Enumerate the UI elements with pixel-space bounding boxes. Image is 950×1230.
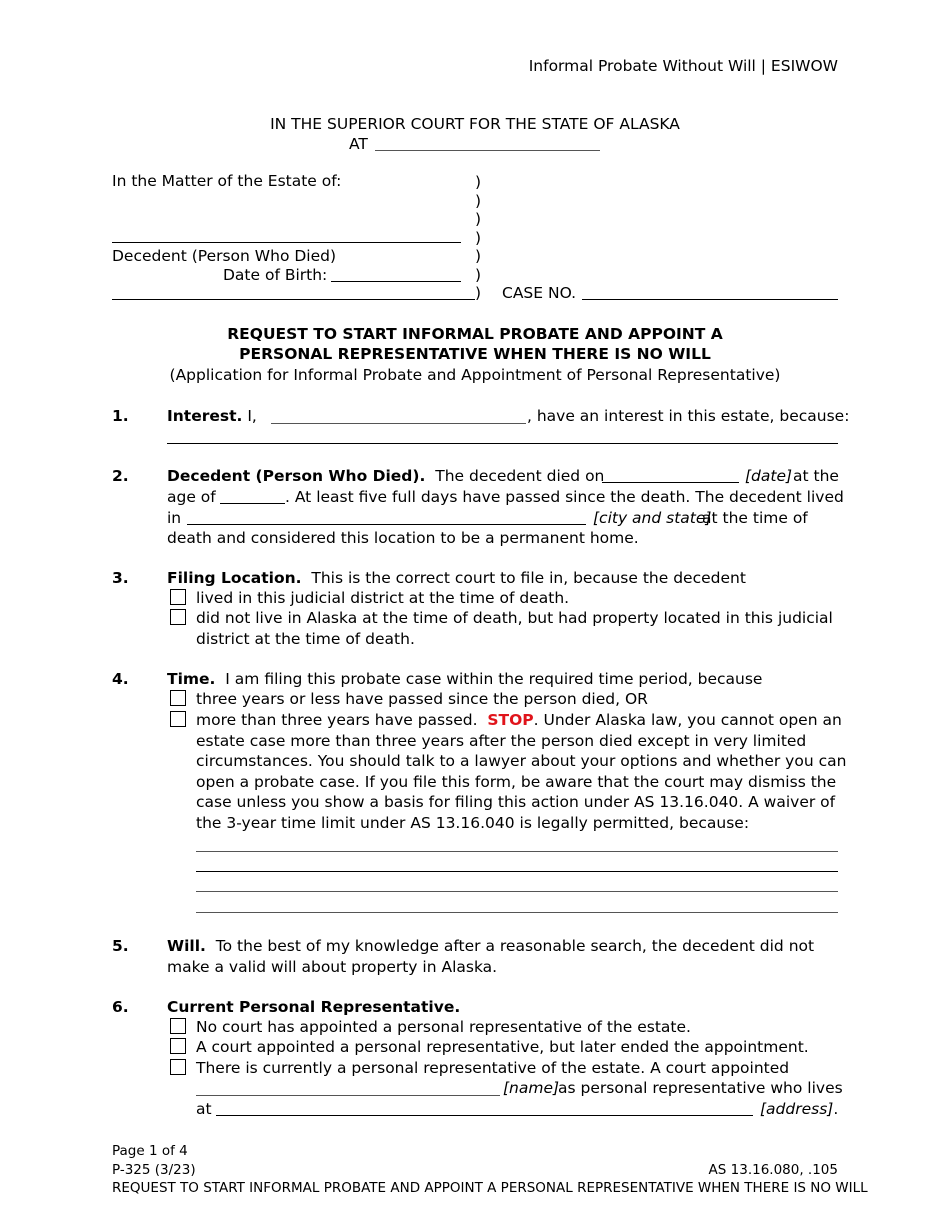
dob-field[interactable] <box>331 281 461 282</box>
section-3-option1: lived in this judicial district at the time of death. <box>196 589 570 607</box>
court-location-label: AT <box>349 135 368 153</box>
section-6-text: at <box>196 1100 212 1118</box>
form-title-line1: REQUEST TO START INFORMAL PROBATE AND APPOINT A <box>227 325 723 343</box>
section-1-heading: Interest. <box>167 407 243 425</box>
stop-warning: STOP <box>487 711 534 729</box>
city-state-hint: [city and state] <box>593 509 712 527</box>
court-title: IN THE SUPERIOR COURT FOR THE STATE OF ALASKA <box>270 115 680 133</box>
under-three-years-checkbox[interactable] <box>170 690 186 706</box>
paren: ) <box>475 173 482 191</box>
section-6-text: as personal representative who lives <box>558 1079 843 1097</box>
form-title-line2: PERSONAL REPRESENTATIVE WHEN THERE IS NO WILL <box>239 345 711 363</box>
paren: ) <box>475 210 482 228</box>
section-2-text: The decedent died on <box>435 467 605 485</box>
section-4-text: circumstances. You should talk to a lawyer about your options and whether you can <box>196 752 847 770</box>
section-1-number: 1. <box>112 407 129 425</box>
interest-reason-field[interactable] <box>167 443 838 444</box>
paren: ) <box>475 266 482 284</box>
name-hint: [name] <box>503 1079 560 1097</box>
section-3-line1 <box>167 568 746 588</box>
section-2-number: 2. <box>112 467 129 485</box>
section-5-text: To the best of my knowledge after a reasonable search, the decedent did not <box>215 937 815 955</box>
section-4-text: case unless you show a basis for filing this action under AS 13.16.040. A waiver of <box>196 793 836 811</box>
section-2-text: in <box>167 509 182 527</box>
paren: ) <box>475 192 482 210</box>
section-4-option2 <box>196 710 842 730</box>
section-5-line1 <box>167 936 814 956</box>
section-6-option1: No court has appointed a personal representative of the estate. <box>196 1018 691 1036</box>
section-3-intro: This is the correct court to file in, because the decedent <box>311 569 746 587</box>
section-4-intro: I am filing this probate case within the required time period, because <box>225 670 763 688</box>
section-3-option2: did not live in Alaska at the time of death, but had property located in this judicial <box>196 609 833 627</box>
section-4-line1 <box>167 669 762 689</box>
current-pr-checkbox[interactable] <box>170 1059 186 1075</box>
section-6-option3: There is currently a personal representative of the estate. A court appointed <box>196 1059 790 1077</box>
paren: ) <box>475 247 482 265</box>
section-4-text: open a probate case. If you file this form, be aware that the court may dismiss the <box>196 773 837 791</box>
section-5-number: 5. <box>112 937 129 955</box>
paren: ) <box>475 229 482 247</box>
pr-name-field[interactable] <box>196 1095 500 1096</box>
section-1-pre: I, <box>247 407 257 425</box>
section-2-text: at the time of <box>702 509 808 527</box>
section-4-text: more than three years have passed. <box>196 711 478 729</box>
section-5-text: make a valid will about property in Alaska. <box>167 958 498 976</box>
estate-matter-label: In the Matter of the Estate of: <box>112 172 342 190</box>
form-subtitle: (Application for Informal Probate and Appointment of Personal Representative) <box>169 366 781 384</box>
decedent-name-field[interactable] <box>112 242 461 243</box>
section-4-text: estate case more than three years after the person died except in very limited <box>196 732 807 750</box>
section-2-text: at the <box>793 467 839 485</box>
waiver-reason-field[interactable] <box>196 851 838 852</box>
section-6-option2: A court appointed a personal representative, but later ended the appointment. <box>196 1038 809 1056</box>
caption-bottom-rule <box>112 299 475 300</box>
waiver-reason-field[interactable] <box>196 912 838 913</box>
court-location-field[interactable] <box>375 150 600 151</box>
section-6-number: 6. <box>112 998 129 1016</box>
section-2-line1 <box>167 466 604 486</box>
waiver-reason-field[interactable] <box>196 891 838 892</box>
section-4-text: the 3-year time limit under AS 13.16.040 is legally permitted, because: <box>196 814 750 832</box>
case-no-label: CASE NO. <box>502 284 577 302</box>
section-3-option2: district at the time of death. <box>196 630 415 648</box>
section-4-number: 4. <box>112 670 129 688</box>
section-1-text <box>167 406 257 426</box>
no-pr-appointed-checkbox[interactable] <box>170 1018 186 1034</box>
form-header-name: Informal Probate Without Will | ESIWOW <box>528 57 838 75</box>
section-4-text: . Under Alaska law, you cannot open an <box>533 711 842 729</box>
form-number: P-325 (3/23) <box>112 1162 196 1178</box>
property-in-district-checkbox[interactable] <box>170 609 186 625</box>
applicant-name-field[interactable] <box>271 423 526 424</box>
statute-reference: AS 13.16.080, .105 <box>708 1162 838 1178</box>
pr-appointment-ended-checkbox[interactable] <box>170 1038 186 1054</box>
age-field[interactable] <box>220 503 285 504</box>
address-period: . <box>833 1100 839 1118</box>
section-3-number: 3. <box>112 569 129 587</box>
page-number: Page 1 of 4 <box>112 1143 188 1159</box>
section-5-heading: Will. <box>167 937 206 955</box>
date-hint: [date] <box>745 467 793 485</box>
decedent-label: Decedent (Person Who Died) <box>112 247 337 265</box>
section-3-heading: Filing Location. <box>167 569 302 587</box>
address-hint-wrap <box>760 1099 838 1119</box>
footer-form-title: REQUEST TO START INFORMAL PROBATE AND APPOINT A PERSONAL REPRESENTATIVE WHEN THERE IS NO WILL <box>112 1180 868 1196</box>
section-6-heading: Current Personal Representative. <box>167 998 461 1016</box>
case-no-field[interactable] <box>582 299 838 300</box>
section-2-text: death and considered this location to be a permanent home. <box>167 529 639 547</box>
waiver-reason-field[interactable] <box>196 871 838 872</box>
paren: ) <box>475 284 482 302</box>
section-1-post: , have an interest in this estate, because: <box>527 407 850 425</box>
over-three-years-checkbox[interactable] <box>170 711 186 727</box>
section-2-text: age of <box>167 488 216 506</box>
pr-address-field[interactable] <box>216 1115 753 1116</box>
address-hint: [address] <box>760 1100 834 1118</box>
section-4-option1: three years or less have passed since the person died, OR <box>196 690 648 708</box>
city-state-field[interactable] <box>187 524 586 525</box>
dob-label: Date of Birth: <box>223 266 328 284</box>
lived-in-district-checkbox[interactable] <box>170 589 186 605</box>
death-date-field[interactable] <box>602 482 739 483</box>
section-4-heading: Time. <box>167 670 216 688</box>
section-2-heading: Decedent (Person Who Died). <box>167 467 426 485</box>
section-2-text: . At least five full days have passed since the death. The decedent lived <box>285 488 844 506</box>
